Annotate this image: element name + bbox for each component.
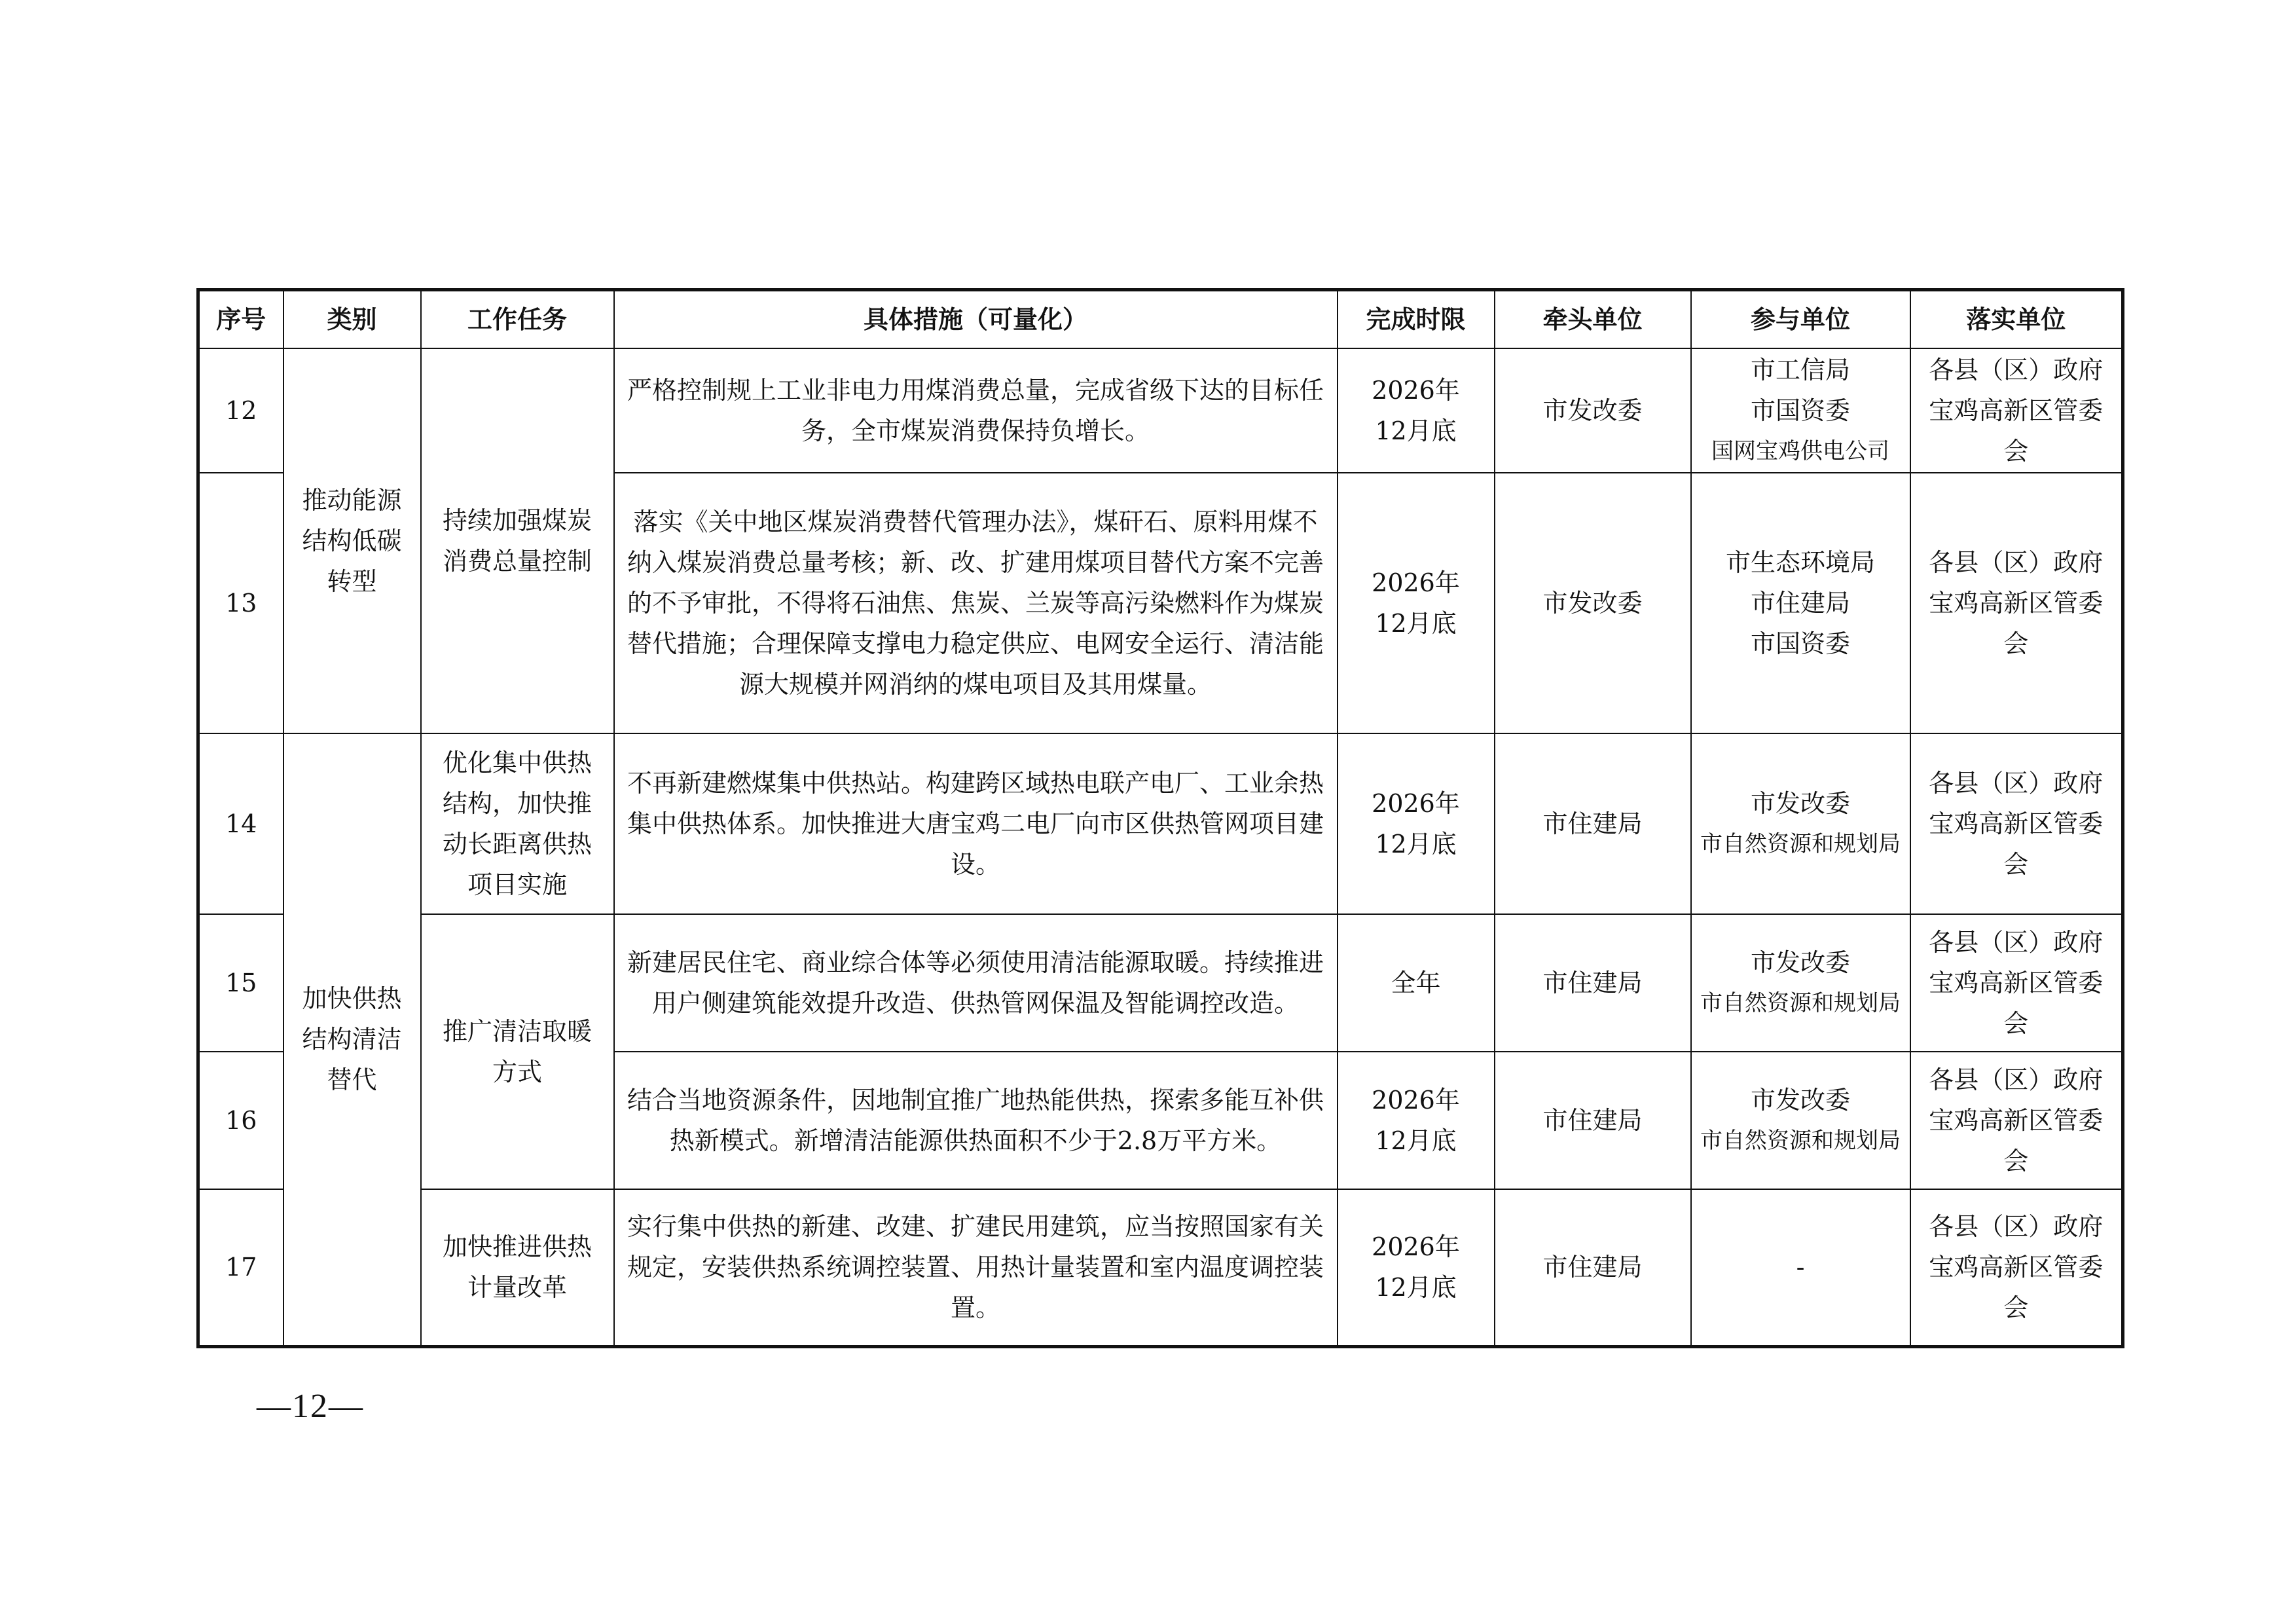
task-text: 优化集中供热结构，加快推动长距离供热项目实施 <box>442 748 592 899</box>
participant: 市发改委 <box>1750 789 1850 818</box>
participants-cell <box>1691 1189 1910 1346</box>
task-cell <box>421 1189 614 1346</box>
participant: 市工信局 <box>1750 356 1850 384</box>
implementer: 各县（区）政府 <box>1929 769 2104 798</box>
implementers-cell <box>1910 1189 2123 1346</box>
participant: 市自然资源和规划局 <box>1700 1128 1901 1154</box>
implementer: 宝鸡高新区管委会 <box>1929 809 2104 879</box>
participants-cell <box>1691 473 1910 733</box>
participant: 市国资委 <box>1750 629 1850 658</box>
row-index: 12 <box>198 348 283 473</box>
measure-cell: 不再新建燃煤集中供热站。构建跨区域热电联产电厂、工业余热集中供热体系。加快推进大唐宝鸡二电厂向市区供热管网项目建设。 <box>614 733 1338 914</box>
category-text: 推动能源结构低碳转型 <box>302 486 402 596</box>
task-text: 推广清洁取暖方式 <box>442 1017 592 1086</box>
task-text: 持续加强煤炭消费总量控制 <box>442 506 592 576</box>
measure-cell: 落实《关中地区煤炭消费替代管理办法》，煤矸石、原料用煤不纳入煤炭消费总量考核；新、改、扩建用煤项目替代方案不完善的不予审批，不得将石油焦、焦炭、兰炭等高污染燃料作为煤炭替代措施；合理保障支撑电力稳定供应、电网安全运行、清洁能源大规模并网消纳的煤电项目及其用煤量。 <box>614 473 1338 733</box>
header-measure: 具体措施（可量化） <box>614 290 1338 349</box>
implementers-cell <box>1910 733 2123 914</box>
deadline-cell <box>1338 473 1495 733</box>
lead-unit-cell: 市发改委 <box>1495 348 1691 473</box>
participants-cell <box>1691 733 1910 914</box>
category-cell <box>283 733 421 1346</box>
lead-unit-cell: 市住建局 <box>1495 1052 1691 1189</box>
deadline-cell <box>1338 1189 1495 1346</box>
implementer: 宝鸡高新区管委会 <box>1929 969 2104 1038</box>
participant: 市自然资源和规划局 <box>1700 831 1901 857</box>
measure-cell: 新建居民住宅、商业综合体等必须使用清洁能源取暖。持续推进用户侧建筑能效提升改造、供热管网保温及智能调控改造。 <box>614 914 1338 1052</box>
participant: 市生态环境局 <box>1725 548 1875 577</box>
page-number: —12— <box>257 1388 364 1425</box>
implementers-cell <box>1910 348 2123 473</box>
participants-cell <box>1691 348 1910 473</box>
deadline-month: 12月底 <box>1375 416 1457 445</box>
task-text: 加快推进供热计量改革 <box>442 1232 592 1302</box>
deadline-cell <box>1338 733 1495 914</box>
lead-unit-cell: 市住建局 <box>1495 1189 1691 1346</box>
implementer: 宝鸡高新区管委会 <box>1929 589 2104 658</box>
table-row <box>198 733 2123 914</box>
deadline-month: 12月底 <box>1375 609 1457 638</box>
deadline-year: 2026年 <box>1372 376 1460 405</box>
header-participating-units: 参与单位 <box>1691 290 1910 349</box>
measure-cell: 实行集中供热的新建、改建、扩建民用建筑，应当按照国家有关规定，安装供热系统调控装置、用热计量装置和室内温度调控装置。 <box>614 1189 1338 1346</box>
participant: - <box>1796 1253 1805 1282</box>
participant: 市发改委 <box>1750 1086 1850 1115</box>
participant: 市国资委 <box>1750 396 1850 425</box>
category-text: 加快供热结构清洁替代 <box>302 984 402 1095</box>
participant: 市住建局 <box>1750 589 1850 618</box>
deadline-month: 12月底 <box>1375 1126 1457 1155</box>
task-cell <box>421 914 614 1189</box>
table-row <box>198 1189 2123 1346</box>
implementer: 各县（区）政府 <box>1929 548 2104 577</box>
task-cell <box>421 733 614 914</box>
deadline-year: 2026年 <box>1372 1086 1460 1115</box>
deadline-year: 2026年 <box>1372 1232 1460 1262</box>
table-row <box>198 914 2123 1052</box>
lead-unit-cell: 市住建局 <box>1495 733 1691 914</box>
row-index: 17 <box>198 1189 283 1346</box>
implementer: 宝鸡高新区管委会 <box>1929 1106 2104 1175</box>
participants-cell <box>1691 914 1910 1052</box>
task-cell <box>421 348 614 733</box>
deadline-cell <box>1338 1052 1495 1189</box>
implementers-cell <box>1910 1052 2123 1189</box>
table-row <box>198 348 2123 473</box>
measure-cell: 结合当地资源条件，因地制宜推广地热能供热，探索多能互补供热新模式。新增清洁能源供热面积不少于2.8万平方米。 <box>614 1052 1338 1189</box>
deadline-cell <box>1338 348 1495 473</box>
category-cell <box>283 348 421 733</box>
lead-unit-cell: 市发改委 <box>1495 473 1691 733</box>
deadline-cell <box>1338 914 1495 1052</box>
measure-cell: 严格控制规上工业非电力用煤消费总量，完成省级下达的目标任务，全市煤炭消费保持负增长。 <box>614 348 1338 473</box>
header-category: 类别 <box>283 290 421 349</box>
deadline-month: 12月底 <box>1375 830 1457 858</box>
lead-unit-cell: 市住建局 <box>1495 914 1691 1052</box>
header-index: 序号 <box>198 290 283 349</box>
implementer: 各县（区）政府 <box>1929 356 2104 384</box>
deadline-month: 12月底 <box>1375 1273 1457 1302</box>
deadline-year: 全年 <box>1391 969 1441 997</box>
implementers-cell <box>1910 473 2123 733</box>
row-index: 16 <box>198 1052 283 1189</box>
implementer: 宝鸡高新区管委会 <box>1929 1253 2104 1323</box>
implementer: 各县（区）政府 <box>1929 1065 2104 1094</box>
implementer: 各县（区）政府 <box>1929 1212 2104 1242</box>
implementer: 宝鸡高新区管委会 <box>1929 396 2104 466</box>
header-lead-unit: 牵头单位 <box>1495 290 1691 349</box>
participant: 市发改委 <box>1750 948 1850 977</box>
participants-cell <box>1691 1052 1910 1189</box>
participant: 国网宝鸡供电公司 <box>1711 438 1889 464</box>
row-index: 14 <box>198 733 283 914</box>
header-deadline: 完成时限 <box>1338 290 1495 349</box>
deadline-year: 2026年 <box>1372 789 1460 818</box>
implementer: 各县（区）政府 <box>1929 928 2104 957</box>
header-implementing-units: 落实单位 <box>1910 290 2123 349</box>
header-task: 工作任务 <box>421 290 614 349</box>
participant: 市自然资源和规划局 <box>1700 990 1901 1016</box>
deadline-year: 2026年 <box>1372 568 1460 597</box>
row-index: 13 <box>198 473 283 733</box>
row-index: 15 <box>198 914 283 1052</box>
table-header-row <box>198 290 2123 349</box>
task-table <box>196 288 2124 1348</box>
implementers-cell <box>1910 914 2123 1052</box>
